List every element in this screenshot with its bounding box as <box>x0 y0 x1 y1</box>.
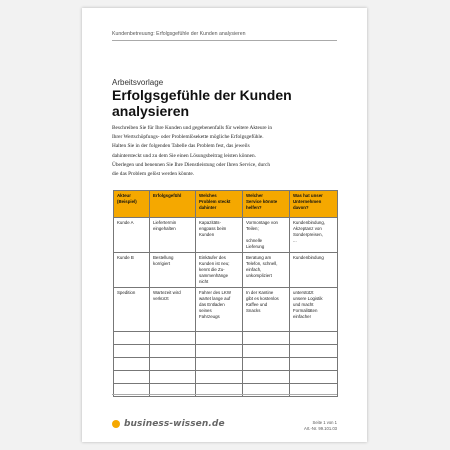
table-cell[interactable] <box>150 253 196 288</box>
header-text-line: Service könnte <box>246 198 278 204</box>
empty-cell[interactable] <box>290 332 338 345</box>
empty-cell[interactable] <box>196 332 243 345</box>
worksheet-table <box>113 190 338 397</box>
footer-divider <box>112 394 337 395</box>
cell-text-line: Fahrzeugs <box>199 314 220 320</box>
empty-table-row <box>114 371 338 384</box>
empty-cell[interactable] <box>243 358 290 371</box>
cell-text-line: Bestellung <box>153 254 174 260</box>
empty-cell[interactable] <box>150 345 196 358</box>
table-row <box>114 218 338 253</box>
header-divider <box>112 40 337 41</box>
header-text-line: Was hat unser <box>293 192 323 198</box>
empty-cell[interactable] <box>196 358 243 371</box>
empty-cell[interactable] <box>290 345 338 358</box>
empty-cell[interactable] <box>114 358 150 371</box>
cell-text-line: Kunden <box>199 231 215 237</box>
header-text-line: Welches <box>199 192 217 198</box>
document-kicker: Arbeitsvorlage <box>112 78 164 87</box>
intro-paragraph <box>112 124 342 179</box>
table-cell[interactable] <box>243 288 290 332</box>
header-text-line: Unternehmen <box>293 198 322 204</box>
article-number: Art.-Nr. 99.101.03 <box>303 426 337 431</box>
cell-text-line: wartet lange auf <box>199 295 231 301</box>
cell-text-line: ... <box>293 238 297 244</box>
cell-text-line: unterstützt <box>293 289 314 295</box>
cell-text-line: Kaffee und <box>246 301 268 307</box>
document-page <box>82 8 367 442</box>
empty-cell[interactable] <box>243 371 290 384</box>
empty-cell[interactable] <box>196 345 243 358</box>
header-text-line: dahinter <box>199 204 217 210</box>
cell-text-line: Kundenbindung, <box>293 219 325 225</box>
table-cell[interactable] <box>243 253 290 288</box>
header-text-line: (Beispiel) <box>117 198 137 204</box>
cell-text-line: Liefertermin <box>153 219 177 225</box>
page-number: Seite 1 von 1 <box>312 420 337 425</box>
cell-text-line: verkürzt <box>153 295 169 301</box>
table-header-row <box>114 191 338 218</box>
cell-text-line: Akzeptanz von <box>293 225 322 231</box>
cell-text-line: und macht <box>293 301 314 307</box>
empty-table-row <box>114 358 338 371</box>
intro-line: Beschreiben Sie für Ihre Kunden und gegebenenfalls für weitere Akteure in <box>112 125 273 131</box>
empty-table-row <box>114 332 338 345</box>
cell-text-line: Vormontage von <box>246 219 278 225</box>
empty-cell[interactable] <box>150 371 196 384</box>
table-cell[interactable] <box>290 253 338 288</box>
header-text-line: Erfolgsgefühl <box>153 192 182 198</box>
cell-text-line: Lieferung <box>246 244 265 250</box>
cell-text-line: Spedition <box>117 289 136 295</box>
intro-line: Halten Sie in der folgenden Tabelle das Problem fest, das jeweils <box>112 143 250 150</box>
title-line: analysieren <box>112 103 190 119</box>
empty-cell[interactable] <box>196 371 243 384</box>
cell-text-line: engpass beim <box>199 225 227 231</box>
cell-text-line: schnelle <box>246 238 263 244</box>
column-header <box>150 191 196 218</box>
empty-cell[interactable] <box>243 345 290 358</box>
empty-cell[interactable] <box>243 332 290 345</box>
table-cell[interactable] <box>150 288 196 332</box>
intro-line: Ihrer Wertschöpfungs- oder Problemlösekette mögliche Erfolgsgefühle. <box>112 134 264 141</box>
cell-text-line: sammenhänge <box>199 273 229 279</box>
cell-text-line: einfacher <box>293 314 312 320</box>
cell-text-line: Sonderpreisen, <box>293 231 323 237</box>
cell-text-line: Beratung am <box>246 254 272 260</box>
intro-line: dahintersteckt und zu dem Sie einen Lösungsbeitrag leisten können. <box>112 152 257 159</box>
cell-text-line: Kunde B <box>117 254 134 260</box>
header-text-line: Akteur <box>117 192 131 198</box>
cell-text-line: Einkäufer des <box>199 254 226 260</box>
table-cell[interactable] <box>114 253 150 288</box>
cell-text-line: eingehalten <box>153 225 176 231</box>
table-cell[interactable] <box>114 218 150 253</box>
empty-cell[interactable] <box>150 332 196 345</box>
cell-text-line: korrigiert <box>153 260 171 266</box>
table-cell[interactable] <box>196 218 243 253</box>
cell-text-line: Fahrer des LKW <box>199 289 231 295</box>
table-cell[interactable] <box>196 288 243 332</box>
column-header <box>196 191 243 218</box>
cell-text-line: Formalitäten <box>293 308 318 314</box>
empty-cell[interactable] <box>290 371 338 384</box>
cell-text-line: Teilen; <box>246 225 259 231</box>
header-text-line: helfen? <box>246 204 262 210</box>
cell-text-line: Kundenbindung <box>293 254 324 260</box>
cell-text-line: Kunde A <box>117 219 134 225</box>
table-cell[interactable] <box>243 218 290 253</box>
intro-line: die das Problem gelöst werden könnte. <box>112 171 195 178</box>
empty-cell[interactable] <box>150 358 196 371</box>
column-header <box>114 191 150 218</box>
cell-text-line: das Entladen <box>199 301 225 307</box>
logo-dot-icon <box>112 420 120 428</box>
page-info <box>304 420 337 432</box>
cell-text-line: Kapazitäts- <box>199 219 221 225</box>
table-row <box>114 288 338 332</box>
cell-text-line: Kunden ist neu; <box>199 260 230 266</box>
table-cell[interactable] <box>290 218 338 253</box>
cell-text-line: unkompliziert <box>246 273 272 279</box>
header-text-line: Welcher <box>246 192 264 198</box>
cell-text-line: gibt es kostenlos <box>246 295 279 301</box>
title-line: Erfolgsgefühle der Kunden <box>112 87 292 103</box>
intro-line: Überlegen und benennen Sie Ihre Dienstleistung oder Ihren Service, durch <box>112 161 270 168</box>
table-cell[interactable] <box>114 288 150 332</box>
empty-cell[interactable] <box>114 345 150 358</box>
table-cell[interactable] <box>196 253 243 288</box>
table-row <box>114 253 338 288</box>
table-cell[interactable] <box>290 288 338 332</box>
cell-text-line: einfach, <box>246 266 262 272</box>
document-title <box>112 87 342 119</box>
cell-text-line: Wartezeit wird <box>153 289 181 295</box>
brand-logo <box>112 419 225 429</box>
empty-cell[interactable] <box>114 332 150 345</box>
header-text-line: Problem steckt <box>199 198 231 204</box>
empty-cell[interactable] <box>290 358 338 371</box>
cell-text-line: unsere Logistik <box>293 295 323 301</box>
cell-text-line: In der Kantine <box>246 289 274 295</box>
cell-text-line: Telefon, schnell, <box>246 260 278 266</box>
cell-text-line: nicht <box>199 279 209 285</box>
cell-text-line: seines <box>199 308 212 314</box>
header-text-line: davon? <box>293 204 309 210</box>
logo-text: business-wissen.de <box>124 419 225 429</box>
cell-text-line: kennt die Zu- <box>199 266 225 272</box>
empty-cell[interactable] <box>114 371 150 384</box>
column-header <box>290 191 338 218</box>
table-cell[interactable] <box>150 218 196 253</box>
running-header: Kundenbetreuung: Erfolgsgefühle der Kunden analysieren <box>112 31 246 37</box>
cell-text-line: Snacks <box>246 308 261 314</box>
column-header <box>243 191 290 218</box>
empty-table-row <box>114 345 338 358</box>
